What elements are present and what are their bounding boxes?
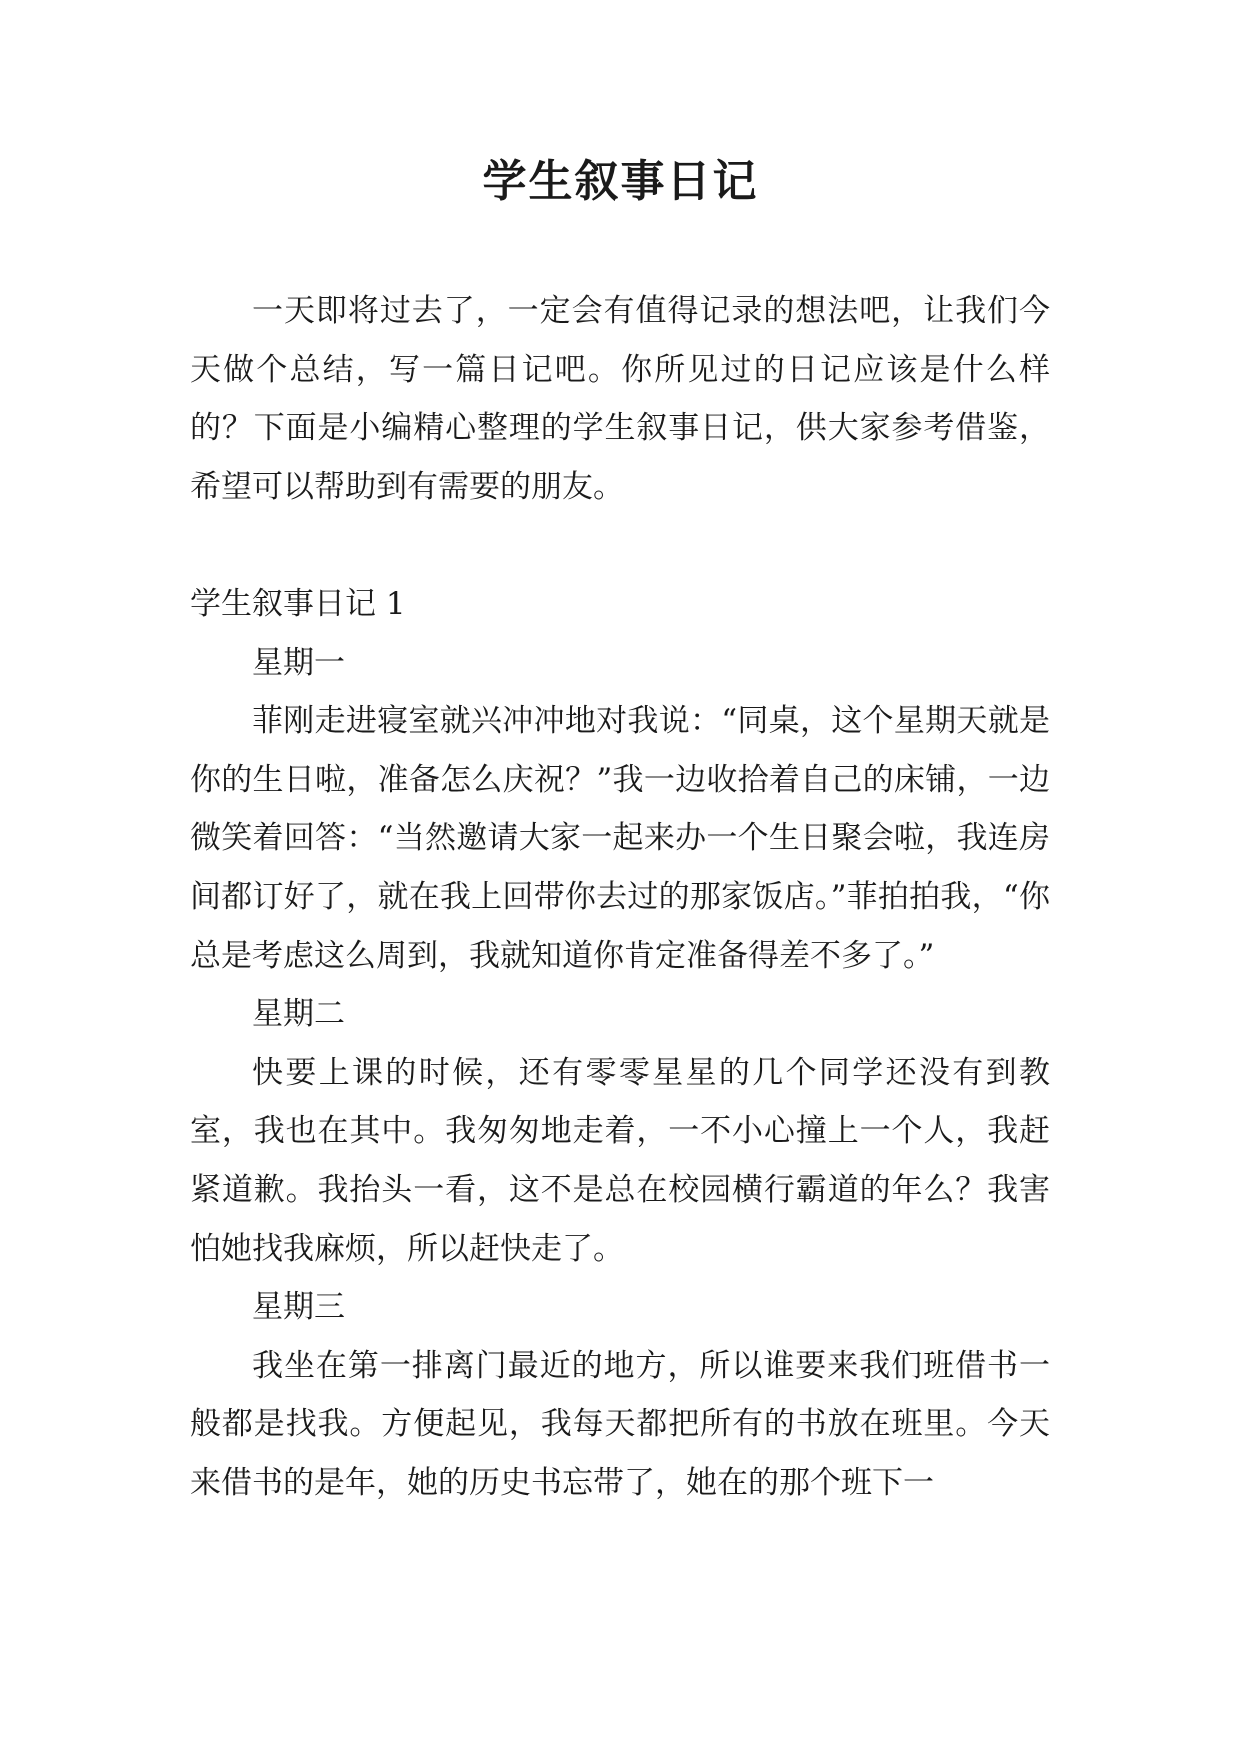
section-heading: 学生叙事日记 1 (190, 585, 406, 622)
document-body (190, 282, 1050, 1512)
entry-paragraph: 菲刚走进寝室就兴冲冲地对我说：“同桌，这个星期天就是你的生日啦，准备怎么庆祝？”我一边收拾着自己的床铺，一边微笑着回答：“当然邀请大家一起来办一个生日聚会啦，我连房间都订好了，就在我上回带你去过的那家饭店。”菲拍拍我，“你总是考虑这么周到，我就知道你肯定准备得差不多了。” (190, 703, 1050, 974)
entry-day-heading: 星期二 (252, 996, 345, 1033)
document-title: 学生叙事日记 (482, 156, 759, 207)
entry-day-heading: 星期三 (252, 1289, 345, 1326)
intro-paragraph: 一天即将过去了，一定会有值得记录的想法吧，让我们今天做个总结，写一篇日记吧。你所见过的日记应该是什么样的？下面是小编精心整理的学生叙事日记，供大家参考借鉴，希望可以帮助到有需要的朋友。 (190, 293, 1050, 505)
entry-paragraph: 快要上课的时候，还有零零星星的几个同学还没有到教室，我也在其中。我匆匆地走着，一不小心撞上一个人，我赶紧道歉。我抬头一看，这不是总在校园横行霸道的年么？我害怕她找我麻烦，所以赶快走了。 (190, 1054, 1050, 1267)
entry-paragraph: 我坐在第一排离门最近的地方，所以谁要来我们班借书一般都是找我。方便起见，我每天都把所有的书放在班里。今天来借书的是年，她的历史书忘带了，她在的那个班下一 (190, 1347, 1050, 1501)
entry-day-heading: 星期一 (252, 644, 345, 681)
